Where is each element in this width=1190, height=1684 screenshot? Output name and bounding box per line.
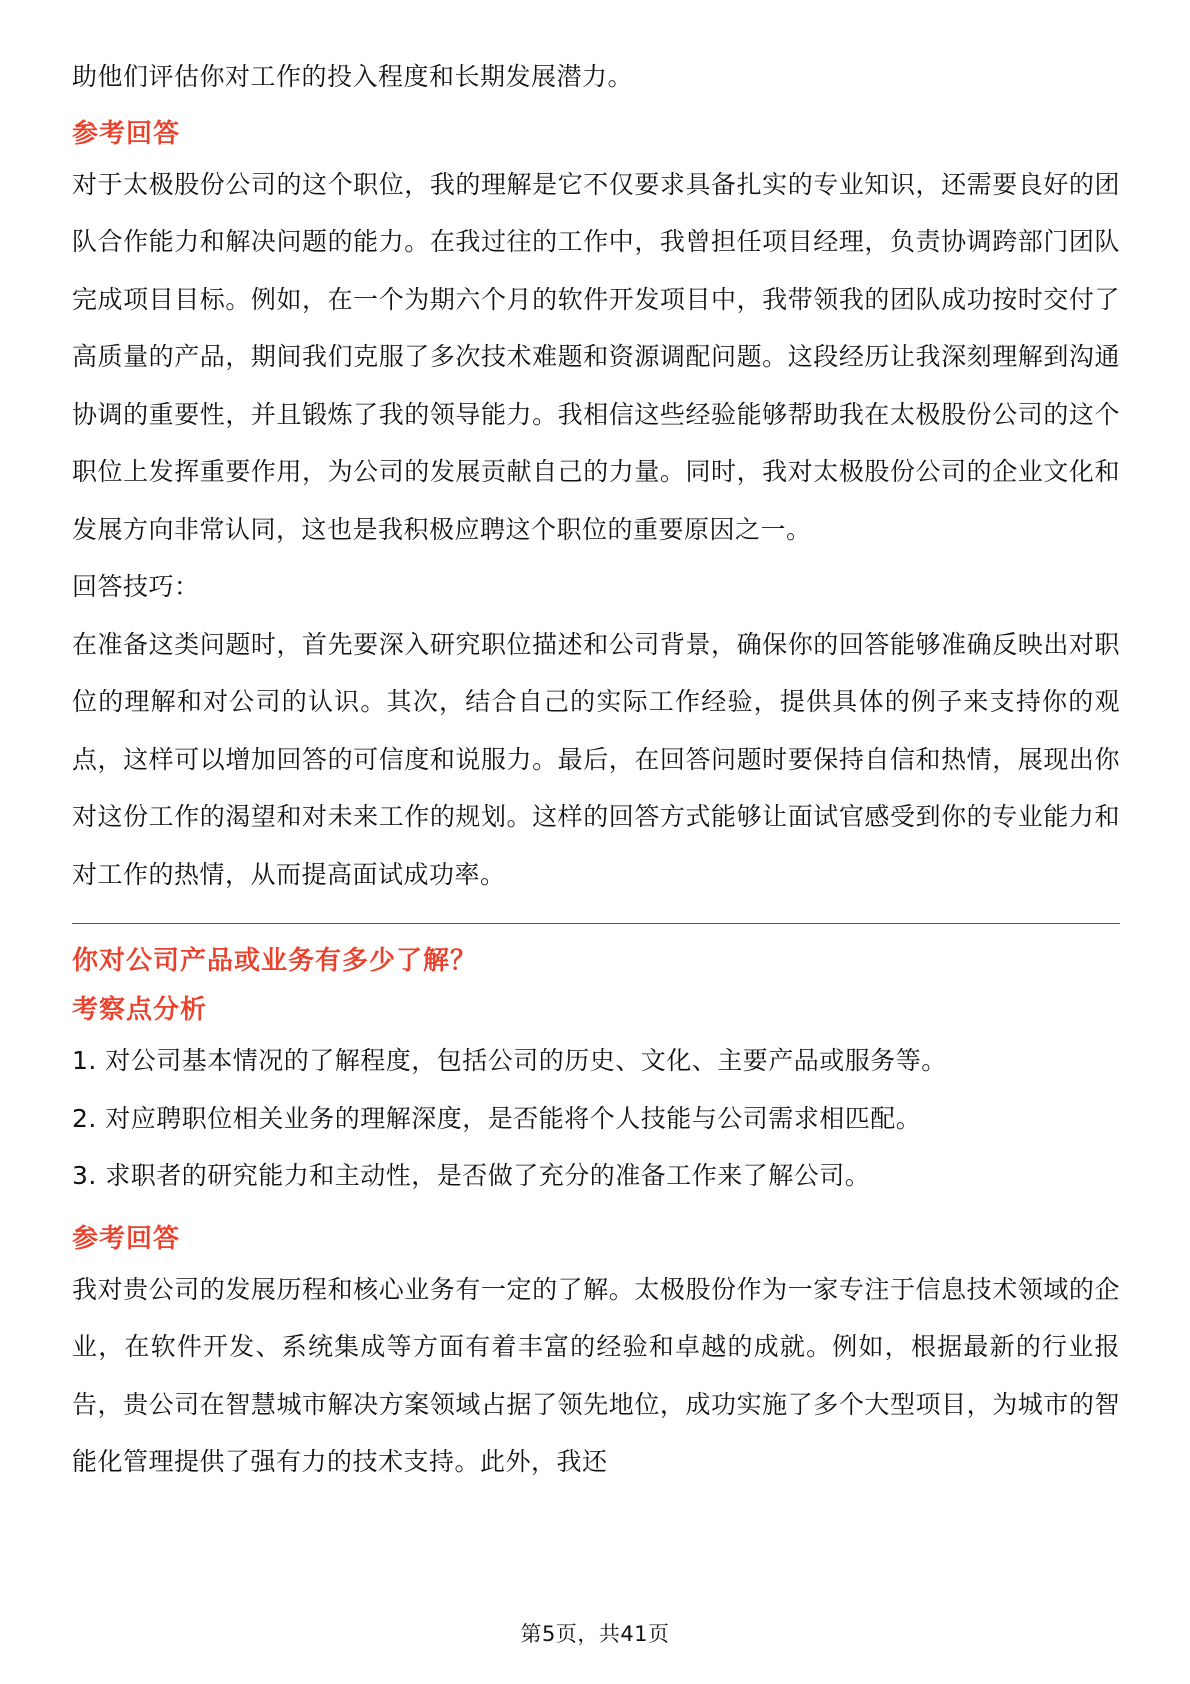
page-number: 第5页，共41页 (520, 1622, 670, 1646)
analysis-point: 2. 对应聘职位相关业务的理解深度，是否能将个人技能与公司需求相匹配。 (72, 1103, 922, 1133)
answer-text-1: 对于太极股份公司的这个职位，我的理解是它不仅要求具备扎实的专业知识，还需要良好的团队合作能力和解决问题的能力。在我过往的工作中，我曾担任项目经理，负责协调跨部门团队完成项目目标。例如，在一个为期六个月的软件开发项目中，我带领我的团队成功按时交付了高质量的产品，期间我们克服了多次技术难题和资源调配问题。这段经历让我深刻理解到沟通协调的重要性，并且锻炼了我的领导能力。我相信这些经验能够帮助我在太极股份公司的这个职位上发挥重要作用，为公司的发展贡献自己的力量。同时，我对太极股份公司的企业文化和发展方向非常认同，这也是我积极应聘这个职位的重要原因之一。 (72, 169, 1120, 544)
tips-label: 回答技巧： (72, 572, 200, 601)
answer-heading-1: 参考回答 (72, 118, 181, 149)
analysis-point: 3. 求职者的研究能力和主动性，是否做了充分的准备工作来了解公司。 (72, 1161, 871, 1190)
page-content (72, 48, 1120, 1491)
answer-text-2: 我对贵公司的发展历程和核心业务有一定的了解。太极股份作为一家专注于信息技术领域的企业，在软件开发、系统集成等方面有着丰富的经验和卓越的成就。例如，根据最新的行业报告，贵公司在智慧城市解决方案领域占据了领先地位，成功实施了多个大型项目，为城市的智能化管理提供了强有力的技术支持。此外，我还 (72, 1274, 1120, 1476)
analysis-point: 1. 对公司基本情况的了解程度，包括公司的历史、文化、主要产品或服务等。 (72, 1046, 947, 1075)
question-heading: 你对公司产品或业务有多少了解？ (72, 946, 478, 976)
answer-heading-2: 参考回答 (72, 1223, 181, 1254)
analysis-heading: 考察点分析 (72, 995, 208, 1025)
analysis-points (72, 1032, 1120, 1205)
section-divider (72, 923, 1120, 924)
intro-tail-text: 助他们评估你对工作的投入程度和长期发展潜力。 (72, 62, 634, 91)
tips-text: 在准备这类问题时，首先要深入研究职位描述和公司背景，确保你的回答能够准确反映出对职位的理解和对公司的认识。其次，结合自己的实际工作经验，提供具体的例子来支持你的观点，这样可以增加回答的可信度和说服力。最后，在回答问题时要保持自信和热情，展现出你对这份工作的渴望和对未来工作的规划。这样的回答方式能够让面试官感受到你的专业能力和对工作的热情，从而提高面试成功率。 (72, 629, 1120, 889)
